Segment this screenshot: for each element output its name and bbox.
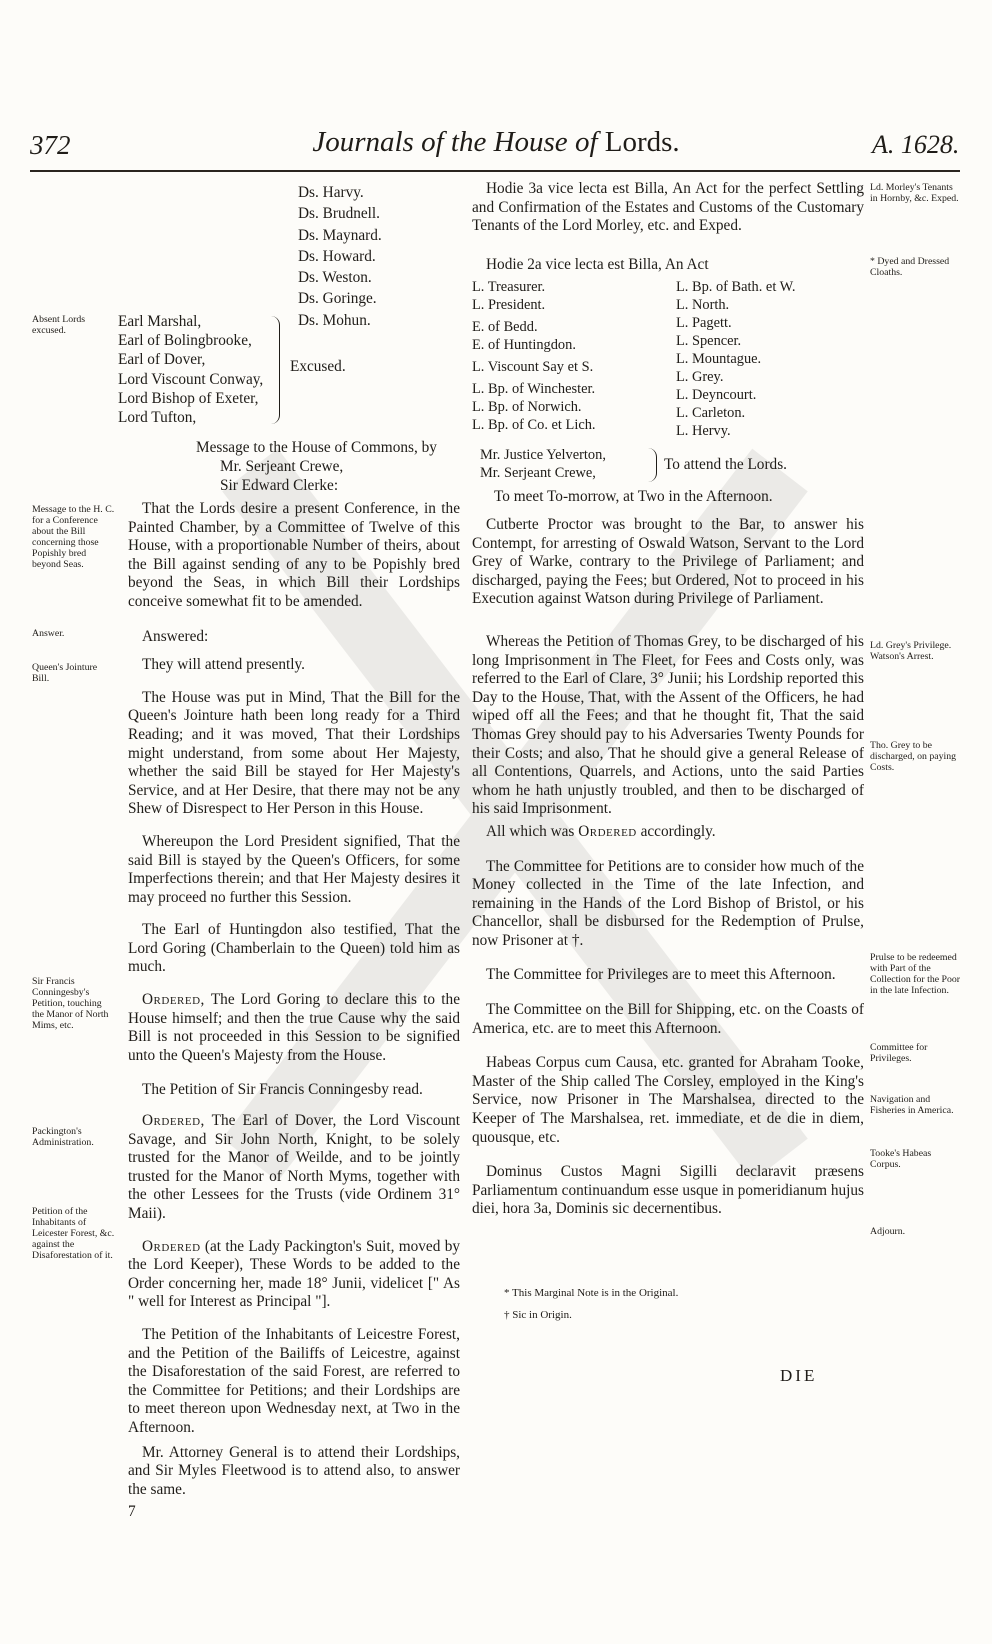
margin-note-adjourn: Adjourn. bbox=[870, 1226, 906, 1237]
answered-label: Answered: bbox=[142, 627, 209, 645]
grey-ordered: All which was Ordered accordingly. bbox=[486, 822, 716, 840]
excused-label: Excused. bbox=[290, 358, 346, 375]
present-lords-list: Ds. Harvy. Ds. Brudnell. Ds. Maynard. Ds. Howard. Ds. Weston. Ds. Goringe. Ds. Mohun. bbox=[298, 184, 382, 329]
judges-list: Mr. Justice Yelverton, Mr. Serjeant Crewe, bbox=[480, 447, 606, 481]
margin-note-prulse: Prulse to be redeemed with Part of the Collection for the Poor in the late Infection. bbox=[870, 952, 961, 996]
margin-note-message: Message to the H. C. for a Conference about the Bill concerning those Popishly bred beyond Seas. bbox=[32, 504, 115, 570]
meet-label: To meet To-morrow, at Two in the Afternoon. bbox=[494, 488, 773, 505]
tooke-paragraph: Habeas Corpus cum Causa, etc. granted for Abraham Tooke, Master of the Ship called The Corsley, employed in the King's Service, now Prisoner in The Marshalsea, directed to the Keeper of The Marshalsea, ret. immediate, et de die in diem, quousque, etc. bbox=[472, 1054, 864, 1146]
margin-note-tooke: Tooke's Habeas Corpus. bbox=[870, 1148, 932, 1170]
answer-paragraph: They will attend presently. bbox=[142, 656, 305, 674]
leicester-paragraph-2: Mr. Attorney General is to attend their Lordships, and Sir Myles Fleetwood is to attend also, to answer the same. bbox=[128, 1443, 460, 1498]
margin-note-cloaths: * Dyed and Dressed Cloaths. bbox=[870, 256, 950, 278]
jointure-paragraph-3: The Earl of Huntingdon also testified, That the Lord Goring (Chamberlain to the Queen) told him as much. bbox=[128, 921, 460, 976]
privileges-paragraph: The Committee for Privileges are to meet this Afternoon. bbox=[486, 966, 836, 984]
catchword: DIE bbox=[780, 1366, 818, 1385]
jointure-paragraph-2: Whereupon the Lord President signified, That the said Bill is stayed by the Queen's Officers, for some Imperfections therein; and that Her Majesty desires it may proceed no further this Session. bbox=[128, 832, 460, 906]
adjourn-paragraph: Dominus Custos Magni Sigilli declaravit præsens Parliamentum continuandum esse usque in pomeridianum hujus diei, hora 3a, Dominis sic decernentibus. bbox=[472, 1163, 864, 1218]
margin-note-proctor: Ld. Grey's Privilege. Watson's Arrest. bbox=[870, 640, 952, 662]
message-heading: Message to the House of Commons, by Mr. Serjeant Crewe, Sir Edward Clerke: bbox=[196, 439, 437, 494]
margin-note-answer: Answer. bbox=[32, 628, 65, 639]
margin-note-privileges: Committee for Privileges. bbox=[870, 1042, 928, 1064]
page-number: 372 bbox=[30, 130, 71, 160]
grey-paragraph: Whereas the Petition of Thomas Grey, to be discharged of his long Imprisonment in The Fleet, for Fees and Costs only, was referred to the Earl of Clare, 3° Junii; his Lordship reported this Day to the House, That, with the Assent of the Officers, he had wiped off all the Fees; and that he thought fit, That the said Thomas Grey should pay to his Adversaries Twenty Pounds for their Costs; and also, That he should give a general Release of all Contentions, Quarrels, and Actions, unto the said Parties whom he hath unjustly troubled, and then to be discharged of his said Imprisonment. bbox=[472, 632, 864, 818]
conningsby-paragraph-2: Ordered, The Earl of Dover, the Lord Viscount Savage, and Sir John North, Knight, to be solely trusted for the Manor of Weilde, and to be jointly trusted for the Manor of North Myms, together with the other Lessees for the Trusts (vide Ordinem 31° Maii). bbox=[128, 1112, 460, 1222]
year: A. 1628. bbox=[872, 130, 960, 159]
attend-label: To attend the Lords. bbox=[664, 456, 787, 473]
jointure-paragraph-1: The House was put in Mind, That the Bill for the Queen's Jointure hath been long ready for a Third Reading; and it was moved, That their Lordships might understand, from some about Her Majesty, whether the said Bill be stayed for Her Majesty's Service, and at Her Desire, that there may not be any Shew of Disrespect to Her Person in this House. bbox=[128, 688, 460, 818]
committee-left-list: L. Treasurer. L. President. E. of Bedd. E. of Huntingdon. L. Viscount Say et S. L. Bp. of Winchester. L. Bp. of Norwich. L. Bp. of Co. et Lich. bbox=[472, 279, 596, 433]
bill2-paragraph: Hodie 2a vice lecta est Billa, An Act bbox=[486, 256, 709, 273]
margin-note-absent: Absent Lords excused. bbox=[32, 314, 86, 336]
margin-note-navigation: Navigation and Fisheries in America. bbox=[870, 1094, 954, 1116]
packington-paragraph: Ordered (at the Lady Packington's Suit, moved by the Lord Keeper), These Words to be added to the Order concerning her, made 18° Junii, videlicet [" As " well for Interest as Principal "]. bbox=[128, 1237, 460, 1311]
conningsby-paragraph-1: The Petition of Sir Francis Conningesby read. bbox=[142, 1081, 423, 1099]
right-column-body bbox=[472, 516, 864, 1235]
margin-note-grey: Tho. Grey to be discharged, on paying Costs. bbox=[870, 740, 957, 773]
navigation-paragraph: The Committee on the Bill for Shipping, etc. on the Coasts of America, etc. are to meet this Afternoon. bbox=[472, 1001, 864, 1037]
footnotes: * This Marginal Note is in the Original. † Sic in Origin. bbox=[504, 1287, 679, 1321]
brace bbox=[648, 448, 657, 482]
header-rule bbox=[30, 170, 960, 172]
committee-right-list: L. Bp. of Bath. et W. L. North. L. Pagett. L. Spencer. L. Mountague. L. Grey. L. Deyncourt. L. Carleton. L. Hervy. bbox=[676, 279, 796, 439]
margin-note-conningsby: Sir Francis Conningesby's Petition, touching the Manor of North Mims, etc. bbox=[32, 976, 109, 1031]
leicester-paragraph-1: The Petition of the Inhabitants of Leicestre Forest, and the Petition of the Bailiffs of Leicestre, against the Disaforestation of the said Forest, are referred to the Committee for Petitions; and their Lordships are to meet thereon upon Wednesday next, at Two in the Afternoon. bbox=[128, 1325, 460, 1436]
margin-note-morley: Ld. Morley's Tenants in Hornby, &c. Exped. bbox=[870, 182, 959, 204]
margin-note-packington: Packington's Administration. bbox=[32, 1126, 94, 1148]
margin-note-jointure: Queen's Jointure Bill. bbox=[32, 662, 98, 684]
prulse-paragraph: The Committee for Petitions are to consider how much of the Money collected in the Time of the late Infection, and remaining in the Hands of the Lord Bishop of Bristol, or his Chancellor, shall be disbursed for the Redemption of Prulse, now Prisoner at †. bbox=[472, 857, 864, 949]
absent-lords-list: Earl Marshal, Earl of Bolingbrooke, Earl of Dover, Lord Viscount Conway, Lord Bishop of Exeter, Lord Tufton, bbox=[118, 313, 264, 427]
margin-note-leicester: Petition of the Inhabitants of Leicester Forest, &c. against the Disaforestation of it. bbox=[32, 1206, 115, 1261]
left-column-body bbox=[128, 500, 460, 1533]
message-paragraph: That the Lords desire a present Conference, in the Painted Chamber, by a Committee of Twelve of this House, with a proportionable Number of theirs, about the Bill against sending of any to be Popishly bred beyond the Seas, in which Bill their Lordships conceive somewhat fit to be amended. bbox=[128, 500, 460, 610]
brace bbox=[270, 316, 280, 424]
proctor-paragraph: Cutberte Proctor was brought to the Bar, to answer his Contempt, for arresting of Oswald Watson, Servant to the Lord Grey of Warke, contrary to the Privilege of Parliament; and discharged, paying the Fees; but Ordered, Not to proceed in his Execution against Watson during Privilege of Parliament. bbox=[472, 516, 864, 608]
jointure-paragraph-4: Ordered, The Lord Goring to declare this to the House himself; and then the true Cause why the said Bill is not proceeded in this Session to be signified unto the Queen's Majesty from the House. bbox=[128, 991, 460, 1064]
page-title: Journals of the House of Lords. bbox=[312, 126, 680, 158]
signature-mark: 7 bbox=[128, 1503, 136, 1521]
morley-paragraph: Hodie 3a vice lecta est Billa, An Act for the perfect Settling and Confirmation of the Estates and Customs of the Customary Tenants of the Lord Morley, etc. and Exped. bbox=[472, 180, 864, 235]
